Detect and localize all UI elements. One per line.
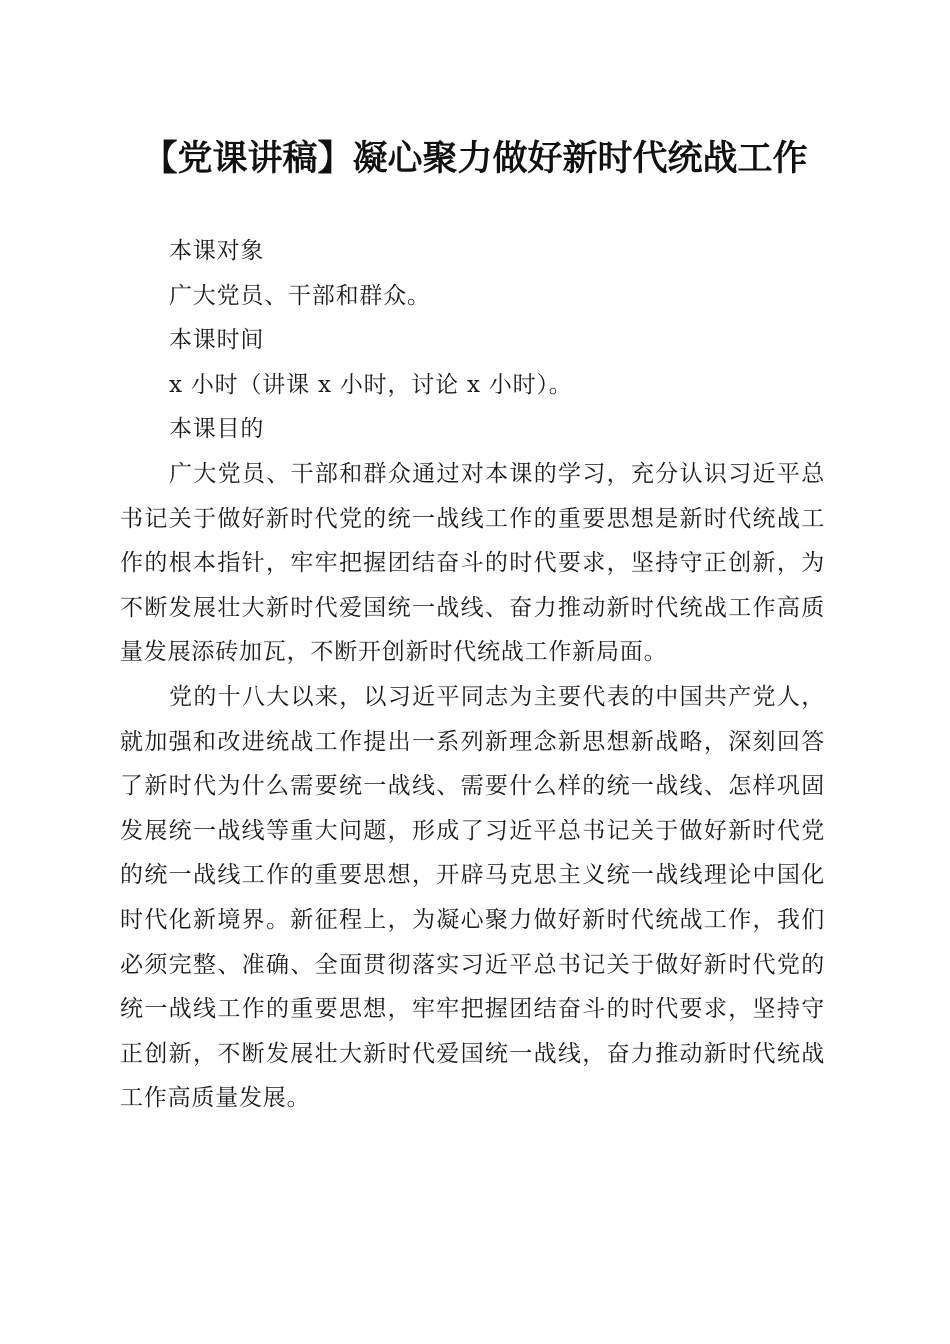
document-title: 【党课讲稿】凝心聚力做好新时代统战工作 [142, 139, 808, 179]
document-body [120, 229, 825, 1121]
heading-duration: 本课时间 [169, 327, 265, 354]
duration-text: x 小时（讲课 x 小时，讨论 x 小时）。 [169, 371, 573, 398]
heading-audience: 本课对象 [169, 238, 265, 264]
heading-purpose: 本课目的 [169, 416, 265, 443]
audience-text: 广大党员、干部和群众。 [169, 282, 431, 309]
purpose-paragraph: 广大党员、干部和群众通过对本课的学习，充分认识习近平总书记关于做好新时代党的统一战线工作的重要思想是新时代统战工作的根本指针，牢牢把握团结奋斗的时代要求，坚持守正创新，为不断发展壮大新时代爱国统一战线、奋力推动新时代统战工作高质量发展添砖加瓦，不断开创新时代统战工作新局面。 [120, 460, 825, 666]
intro-paragraph: 党的十八大以来，以习近平同志为主要代表的中国共产党人，就加强和改进统战工作提出一系列新理念新思想新战略，深刻回答了新时代为什么需要统一战线、需要什么样的统一战线、怎样巩固发展统一战线等重大问题，形成了习近平总书记关于做好新时代党的统一战线工作的重要思想，开辟马克思主义统一战线理论中国化时代化新境界。新征程上，为凝心聚力做好新时代统战工作，我们必须完整、准确、全面贯彻落实习近平总书记关于做好新时代党的统一战线工作的重要思想，牢牢把握团结奋斗的时代要求，坚持守正创新，不断发展壮大新时代爱国统一战线，奋力推动新时代统战工作高质量发展。 [120, 683, 825, 1112]
